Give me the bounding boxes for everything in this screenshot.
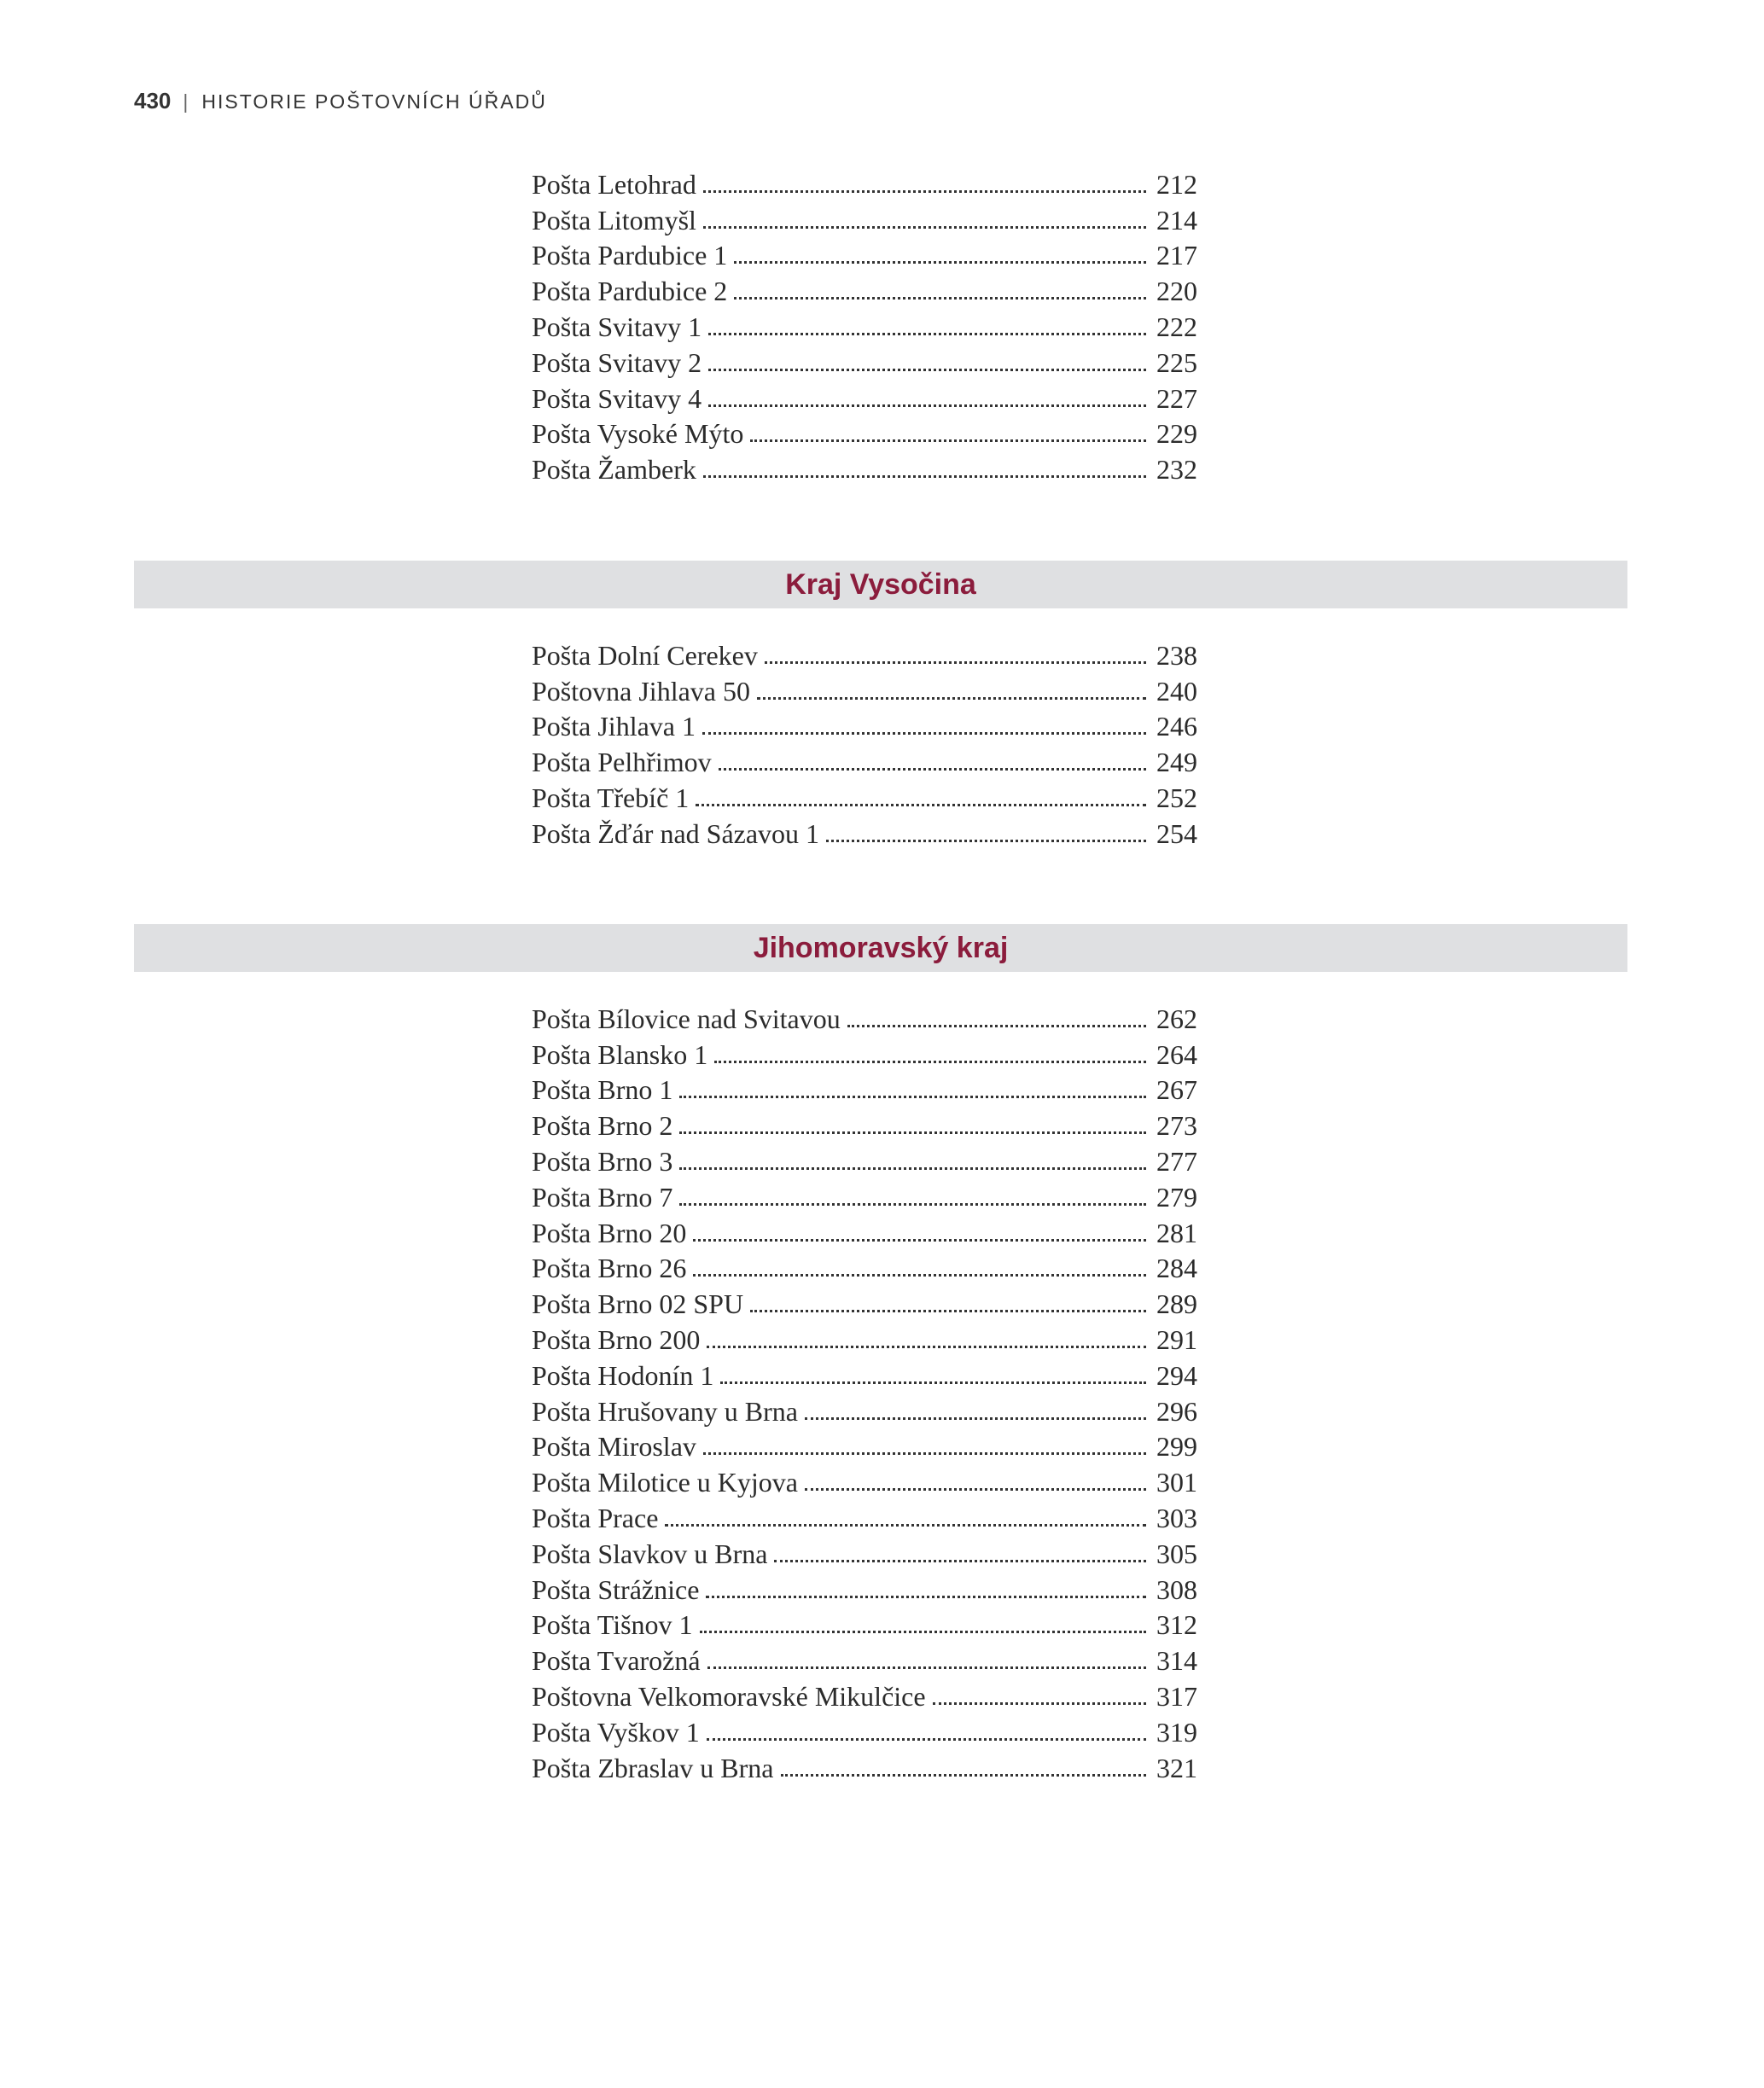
toc-entry [532,1211,1197,1247]
toc-entry-page: 254 [1156,817,1197,849]
toc-entry-title: Pošta Žamberk [532,454,696,486]
toc-entry [532,305,1197,340]
toc-entry-title: Pošta Třebíč 1 [532,782,690,813]
toc-entry-title: Pošta Jihlava 1 [532,711,696,742]
dot-leader [719,768,1146,771]
toc-entry-page: 279 [1156,1181,1197,1213]
toc-entry-page: 312 [1156,1609,1197,1641]
dot-leader [703,1452,1146,1455]
toc-entry-page: 222 [1156,311,1197,342]
toc-entry [532,1710,1197,1746]
toc-entry [532,1353,1197,1389]
toc-entry [532,669,1197,705]
section-title: Kraj Vysočina [785,567,976,601]
toc-entry [532,1175,1197,1211]
toc-entry-title: Pošta Brno 02 SPU [532,1288,744,1320]
toc-entry-title: Pošta Bílovice nad Svitavou [532,1003,841,1034]
toc-entry [532,1674,1197,1710]
toc-entry [532,1425,1197,1461]
toc-entry-page: 277 [1156,1145,1197,1177]
dot-leader [665,1524,1146,1527]
toc-entry-page: 232 [1156,454,1197,486]
toc-entry-page: 317 [1156,1680,1197,1712]
toc-entry [532,1460,1197,1496]
toc-entry [532,1317,1197,1353]
toc-entry-title: Pošta Brno 3 [532,1145,673,1177]
toc-entry [532,162,1197,198]
running-header [134,88,547,114]
dot-leader [707,1738,1146,1741]
toc-entry-page: 284 [1156,1253,1197,1284]
section-header-jihomoravsky [134,924,1627,972]
toc-entry [532,1638,1197,1677]
toc-entry-title: Poštovna Jihlava 50 [532,675,750,707]
section-header-vysocina [134,561,1627,608]
toc-entry-page: 314 [1156,1645,1197,1677]
dot-leader [693,1274,1146,1277]
toc-entry [532,1532,1197,1567]
toc-entry-page: 299 [1156,1431,1197,1463]
toc-entry [532,447,1197,486]
dot-leader [707,1346,1146,1348]
toc-entry [532,705,1197,741]
page-number: 430 [134,88,172,113]
toc-entry [532,234,1197,270]
dot-leader [696,804,1146,806]
toc-entry-title: Pošta Pardubice 2 [532,276,728,307]
toc-entry-title: Pošta Hodonín 1 [532,1359,714,1391]
toc-entry [532,1282,1197,1320]
toc-entry-title: Pošta Žďár nad Sázavou 1 [532,817,820,849]
toc-entry-title: Pošta Dolní Cerekev [532,639,758,671]
toc-entry-page: 303 [1156,1502,1197,1533]
dot-leader [826,840,1146,842]
toc-entry [532,997,1197,1032]
dot-leader [734,297,1146,300]
toc-entry-title: Pošta Strážnice [532,1573,700,1605]
toc-entry-title: Pošta Pardubice 1 [532,240,728,271]
dot-leader [703,226,1146,229]
toc-entry [532,811,1197,847]
toc-entry-title: Pošta Milotice u Kyjova [532,1467,798,1498]
dot-leader [734,261,1146,264]
toc-entry-title: Pošta Blansko 1 [532,1038,708,1070]
toc-list-pardubicky [532,162,1197,486]
toc-entry-title: Pošta Brno 1 [532,1074,673,1106]
toc-entry-page: 227 [1156,382,1197,414]
dot-leader [805,1417,1146,1420]
dot-leader [702,732,1146,735]
toc-entry-page: 281 [1156,1217,1197,1248]
dot-leader [708,333,1146,335]
dot-leader [708,404,1146,407]
toc-entry-page: 249 [1156,747,1197,778]
toc-entry-title: Pošta Prace [532,1502,659,1533]
toc-entry-page: 238 [1156,639,1197,671]
toc-entry-page: 267 [1156,1074,1197,1106]
dot-leader [805,1488,1146,1491]
toc-entry-page: 212 [1156,168,1197,200]
toc-entry-title: Pošta Svitavy 4 [532,382,702,414]
dot-leader [708,369,1146,371]
dot-leader [700,1631,1146,1633]
toc-entry-title: Pošta Litomyšl [532,204,696,236]
dot-leader [679,1203,1146,1206]
header-separator: | [183,90,190,113]
toc-entry [532,633,1197,669]
toc-entry [532,1247,1197,1282]
toc-entry-page: 229 [1156,418,1197,450]
toc-list-vysocina [532,633,1197,847]
toc-entry [532,740,1197,776]
toc-entry [532,198,1197,234]
dot-leader [706,1596,1146,1598]
dot-leader [847,1025,1146,1027]
toc-entry [532,1032,1197,1068]
dot-leader [720,1381,1146,1384]
dot-leader [750,1310,1146,1312]
toc-entry-page: 217 [1156,240,1197,271]
toc-entry-page: 289 [1156,1288,1197,1320]
dot-leader [757,697,1146,700]
toc-entry-page: 225 [1156,346,1197,378]
dot-leader [781,1774,1147,1777]
toc-entry-title: Pošta Pelhřimov [532,747,712,778]
toc-entry-page: 321 [1156,1752,1197,1783]
dot-leader [703,190,1146,193]
toc-entry-page: 252 [1156,782,1197,813]
toc-entry-page: 246 [1156,711,1197,742]
toc-entry-page: 220 [1156,276,1197,307]
dot-leader [714,1061,1146,1063]
toc-list-jihomoravsky [532,997,1197,1782]
toc-entry-title: Pošta Brno 2 [532,1110,673,1142]
toc-entry-page: 291 [1156,1323,1197,1355]
toc-entry [532,1139,1197,1175]
dot-leader [679,1167,1146,1170]
toc-entry-page: 264 [1156,1038,1197,1070]
dot-leader [933,1702,1146,1705]
toc-entry-title: Pošta Tišnov 1 [532,1609,693,1641]
toc-entry [532,1567,1197,1603]
toc-entry-title: Pošta Vysoké Mýto [532,418,744,450]
dot-leader [765,661,1146,664]
toc-entry-page: 240 [1156,675,1197,707]
toc-entry [532,1496,1197,1532]
toc-entry-page: 262 [1156,1003,1197,1034]
toc-entry-title: Pošta Tvarožná [532,1645,701,1677]
dot-leader [693,1239,1146,1242]
toc-entry-title: Pošta Letohrad [532,168,696,200]
toc-entry-page: 319 [1156,1716,1197,1748]
dot-leader [750,439,1146,442]
toc-entry-title: Pošta Svitavy 2 [532,346,702,378]
toc-entry-page: 273 [1156,1110,1197,1142]
toc-entry-page: 308 [1156,1573,1197,1605]
toc-entry-title: Pošta Brno 20 [532,1217,687,1248]
toc-entry-title: Pošta Hrušovany u Brna [532,1395,798,1427]
toc-entry-page: 296 [1156,1395,1197,1427]
toc-entry-title: Pošta Zbraslav u Brna [532,1752,774,1783]
toc-entry [532,1103,1197,1142]
toc-entry [532,412,1197,448]
toc-entry [532,340,1197,376]
toc-entry [532,776,1197,811]
toc-entry [532,376,1197,412]
book-title: HISTORIE POŠTOVNÍCH ÚŘADŮ [201,90,547,113]
toc-entry-page: 301 [1156,1467,1197,1498]
toc-entry-title: Pošta Svitavy 1 [532,311,702,342]
dot-leader [703,475,1146,478]
dot-leader [707,1666,1146,1669]
dot-leader [679,1131,1146,1134]
toc-entry [532,269,1197,305]
toc-entry-title: Poštovna Velkomoravské Mikulčice [532,1680,926,1712]
toc-entry-title: Pošta Miroslav [532,1431,696,1463]
toc-entry-page: 294 [1156,1359,1197,1391]
toc-entry-title: Pošta Slavkov u Brna [532,1538,768,1569]
toc-entry [532,1746,1197,1782]
toc-entry [532,1603,1197,1639]
toc-entry [532,1389,1197,1425]
toc-entry-page: 305 [1156,1538,1197,1569]
toc-entry-title: Pošta Vyškov 1 [532,1716,700,1748]
dot-leader [774,1560,1146,1562]
section-title: Jihomoravský kraj [753,931,1009,964]
toc-entry-page: 214 [1156,204,1197,236]
toc-entry [532,1068,1197,1104]
toc-entry-title: Pošta Brno 200 [532,1323,701,1355]
toc-entry-title: Pošta Brno 7 [532,1181,673,1213]
dot-leader [679,1096,1146,1098]
toc-entry-title: Pošta Brno 26 [532,1253,687,1284]
